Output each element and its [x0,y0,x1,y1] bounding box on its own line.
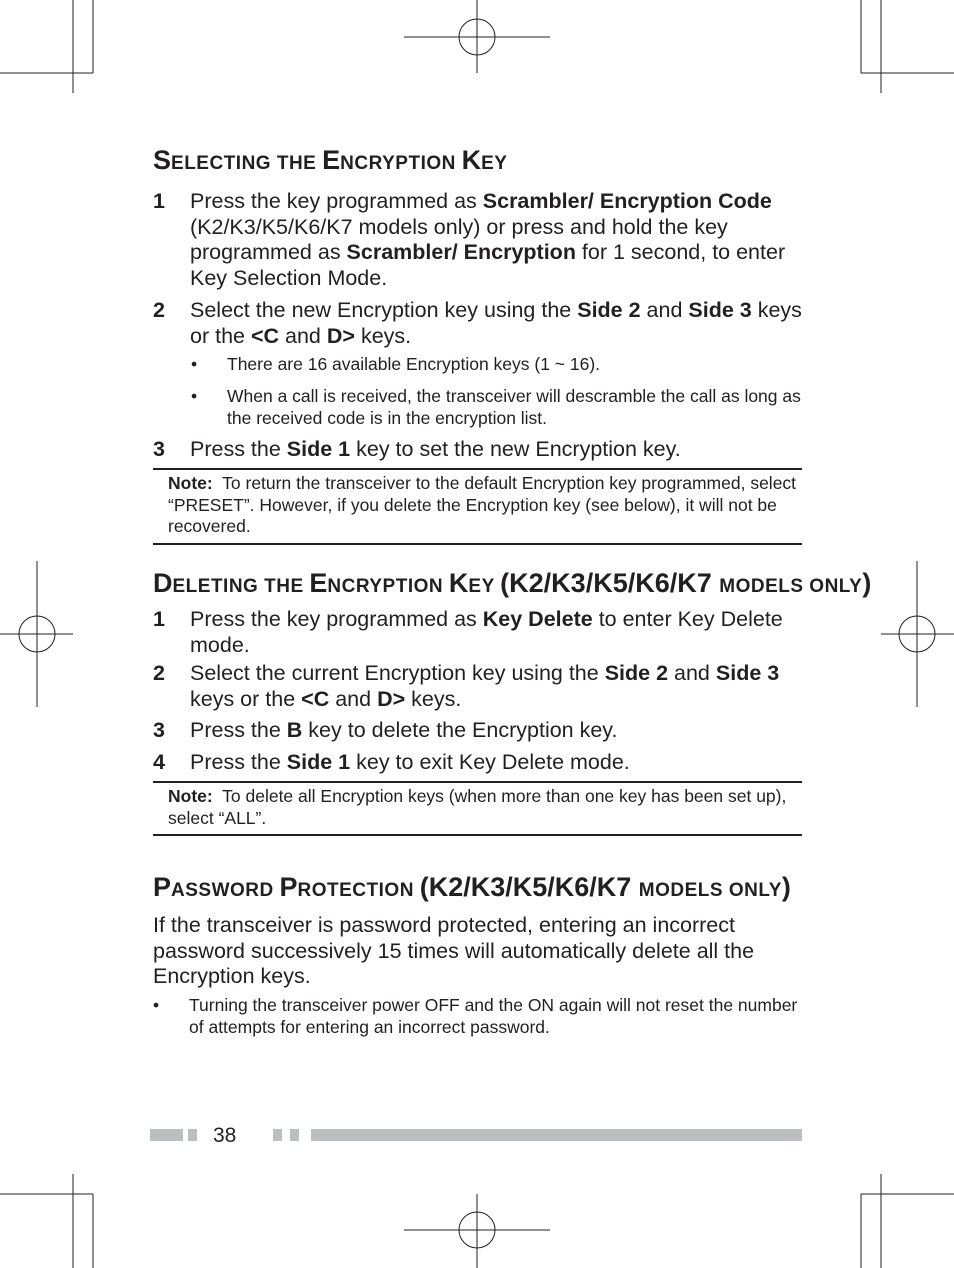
footer-bar [150,1129,183,1141]
step-2: 2 Select the new Encryption key using the Side 2 and Side 3 keys or the <C and D> keys. [153,298,802,348]
step-1: 1 Press the key programmed as Scrambler/ Encryption Code (K2/K3/K5/K6/K7 models only) or press and hold the key programmed as Scrambler/ Encryption for 1 second, to enter Key Selection Mode. [153,189,786,290]
footer-bar [290,1129,299,1141]
footer-bar [273,1129,282,1141]
note-box [153,468,802,545]
bullet-item: • There are 16 available Encryption keys (1 ~ 16). [191,354,601,374]
note-box [153,781,802,836]
section-heading-selecting-key: SELECTING THE ENCRYPTION KEY [153,145,508,175]
step-4: 4 Press the Side 1 key to exit Key Delete mode. [153,750,630,774]
note-label: Note: [168,473,213,493]
page-number: 38 [213,1124,237,1147]
step-1: 1 Press the key programmed as Key Delete to enter Key Delete mode. [153,607,783,657]
step-3: 3 Press the B key to delete the Encryption key. [153,718,618,742]
password-paragraph: If the transceiver is password protected, entering an incorrect password successively 15 times will automatically delete all the Encryption keys. [153,913,755,988]
section-heading-password-protection: PASSWORD PROTECTION (K2/K3/K5/K6/K7 MODELS ONLY) [153,872,791,902]
footer-bar [311,1129,802,1141]
footer-bar [188,1129,197,1141]
note-text: To return the transceiver to the default Encryption key programmed, select “PRESET”. However, if you delete the Encryption key (see below), it will not be recovered. [168,473,797,536]
note-text: To delete all Encryption keys (when more than one key has been set up), select “ALL”. [168,786,787,828]
section-heading-deleting-key: DELETING THE ENCRYPTION KEY (K2/K3/K5/K6/K7 MODELS ONLY) [153,568,872,598]
bullet-item: • Turning the transceiver power OFF and the ON again will not reset the number of attempts for entering an incorrect password. [153,995,798,1037]
step-2: 2 Select the current Encryption key using the Side 2 and Side 3 keys or the <C and D> keys. [153,661,780,711]
step-3: 3 Press the Side 1 key to set the new Encryption key. [153,437,681,461]
bullet-item: • When a call is received, the transceiver will descramble the call as long as the received code is in the encryption list. [191,386,801,428]
note-label: Note: [168,786,213,806]
